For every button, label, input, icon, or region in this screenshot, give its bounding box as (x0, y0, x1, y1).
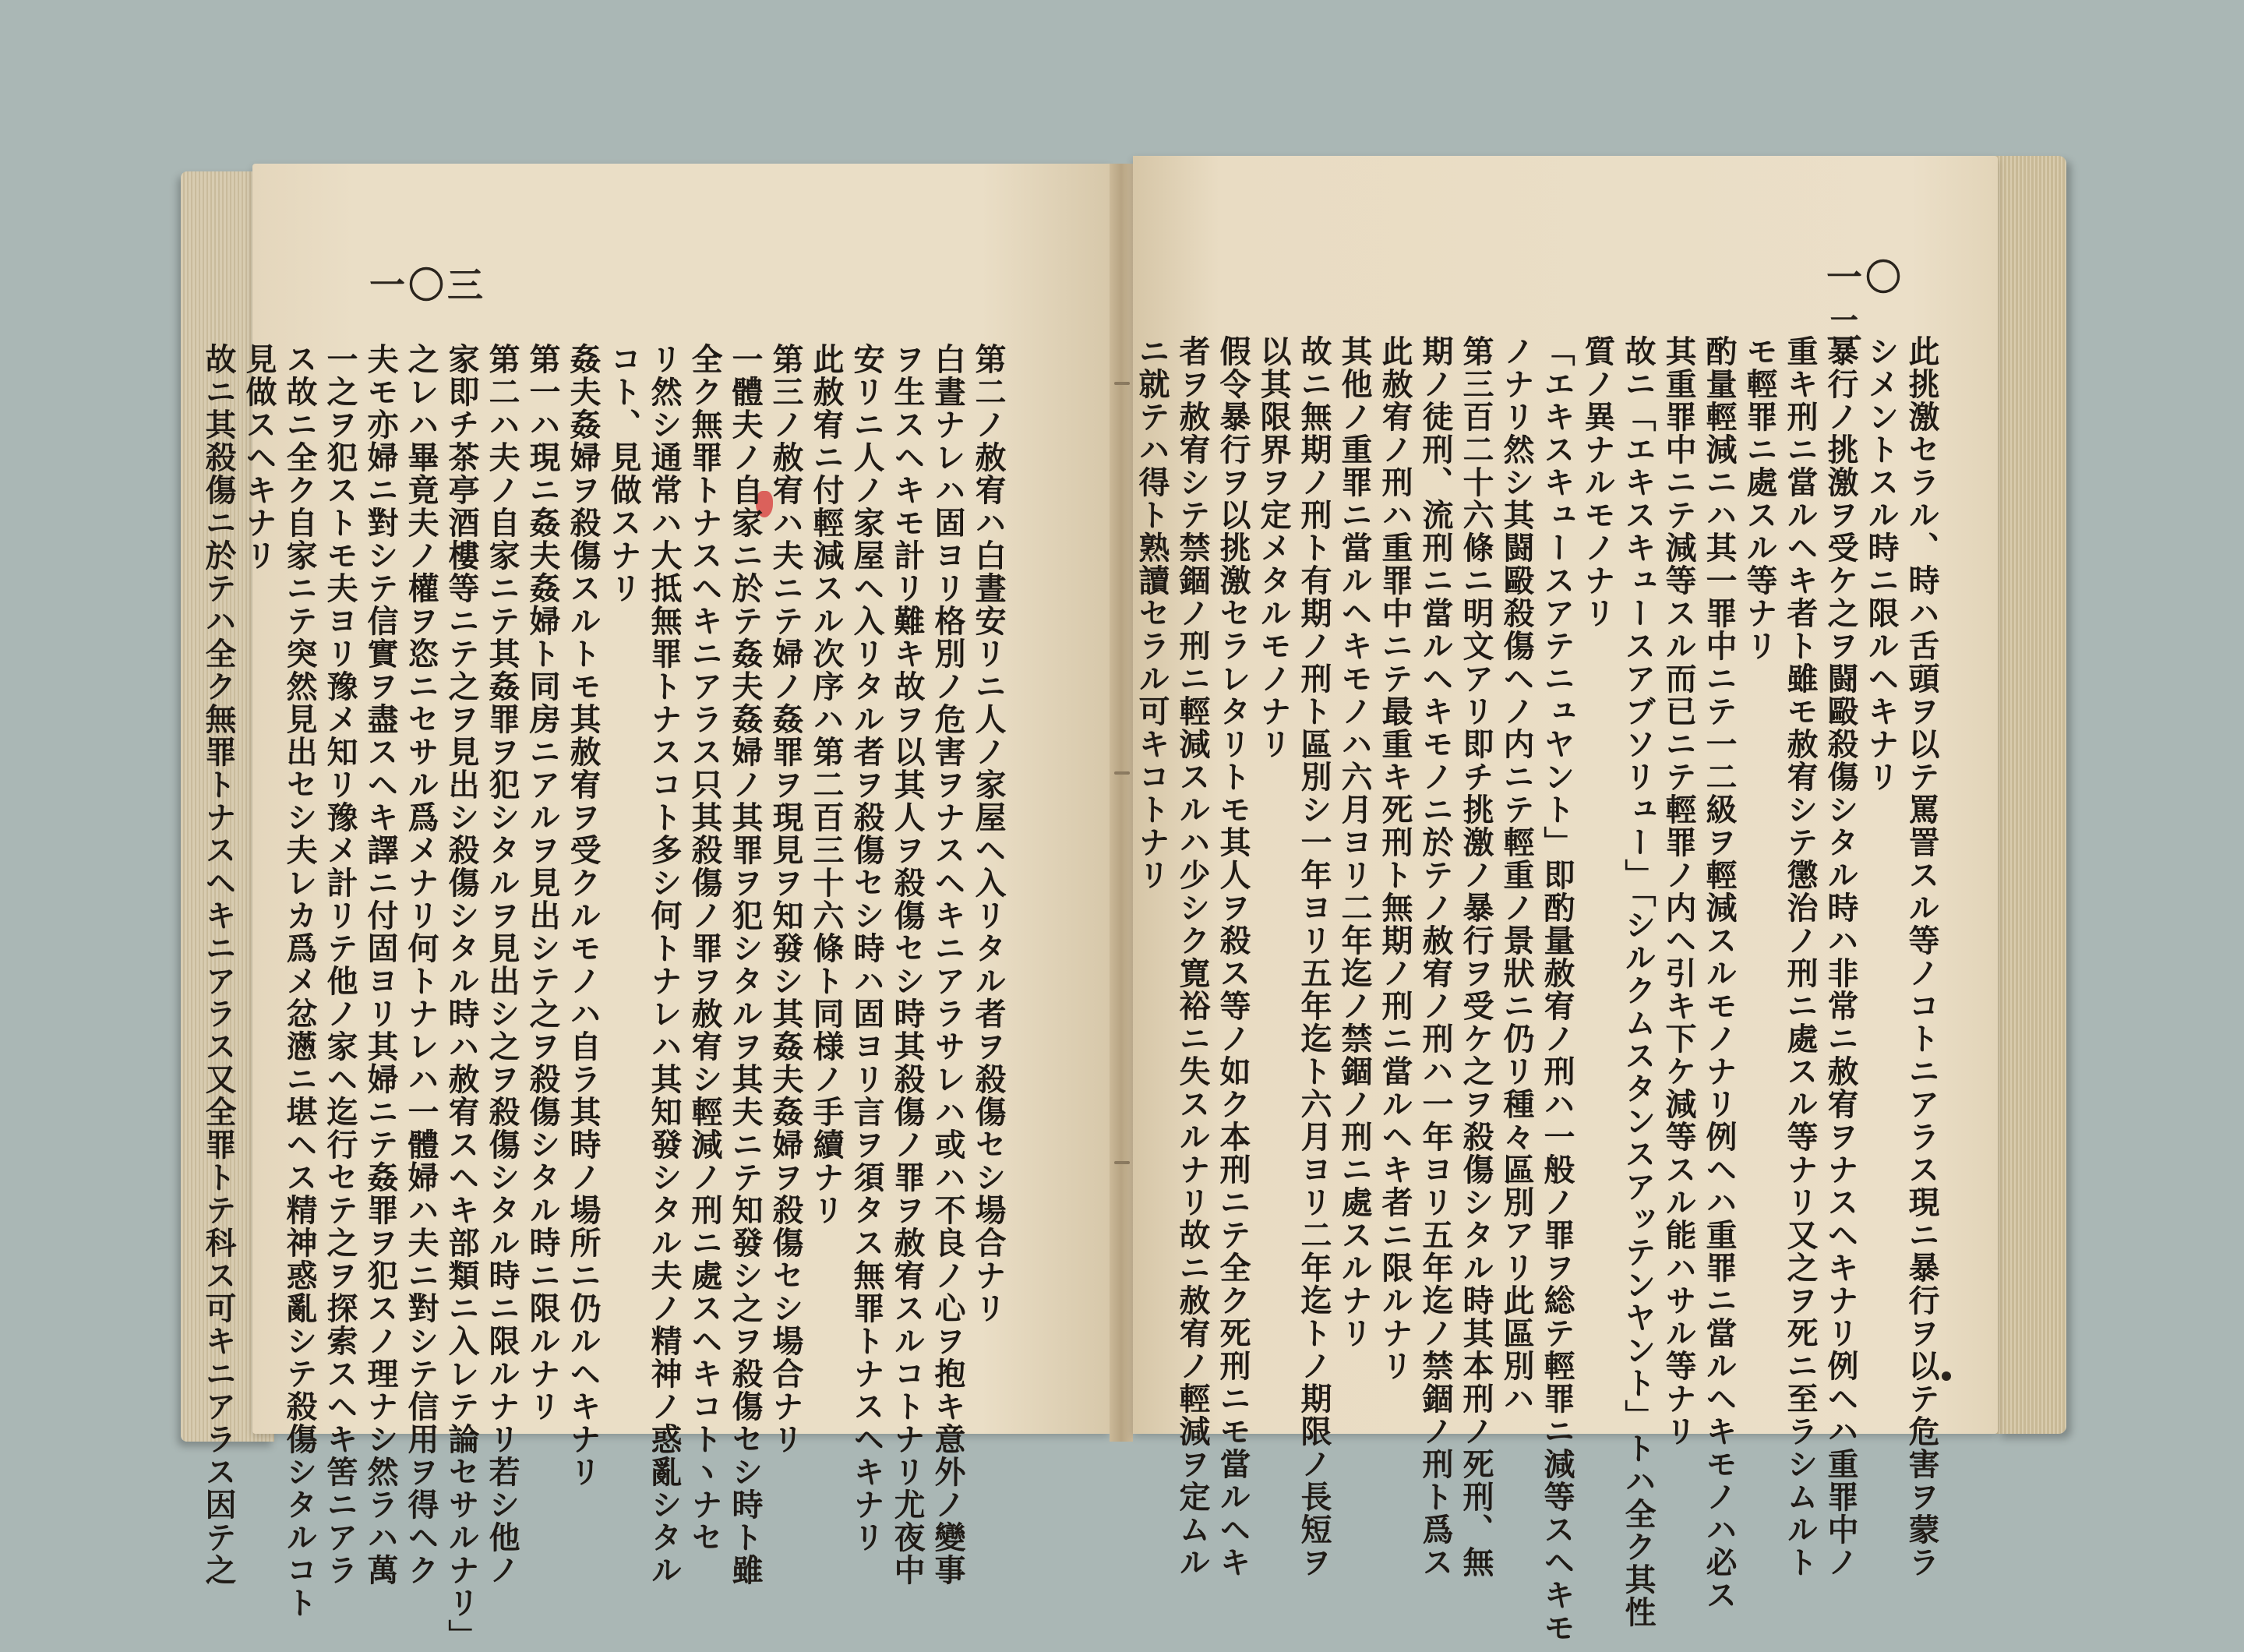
text-line: 重キ刑ニ當ルヘキ者ト雖モ赦宥シテ懲治ノ刑ニ處スル等ナリ又之ヲ死ニ至ラシムルト (1782, 335, 1819, 1579)
text-line: 者ヲ赦宥シテ禁錮ノ刑ニ輕減スルハ少シク寛裕ニ失スルナリ故ニ赦宥ノ輕減ヲ定ムル (1174, 335, 1211, 1579)
text-line: 質ノ異ナルモノナリ (1579, 335, 1616, 630)
text-line: 第二ハ夫ノ自家ニテ其姦罪ヲ犯シタルヲ見出シ之ヲ殺傷シタル時ニ限ルナリ若シ他ノ (484, 343, 520, 1587)
page-edges-right (1996, 156, 2066, 1434)
text-line: 酌量輕減ニハ其一罪中ニテ一二級ヲ輕減スルモノナリ例ヘハ重罪ニ當ルヘキモノハ必ス (1701, 335, 1738, 1611)
right-page-body (1131, 335, 1942, 1644)
text-line: 一體夫ノ自家ニ於テ姦夫姦婦ノ其罪ヲ犯シタルヲ其夫ニテ知發シ之ヲ殺傷セシ時ト雖 (727, 343, 764, 1587)
text-line: リ然シ通常ハ大抵無罪トナスコト多シ何トナレハ其知發シタル夫ノ精神ノ惑亂シタル (646, 343, 683, 1587)
text-line: 之レハ畢竟夫ノ權ヲ恣ニセサル爲メナリ何トナレハ一體婦ハ夫ニ對シテ信用ヲ得ヘク (403, 343, 439, 1587)
left-page-body (198, 343, 1008, 1652)
text-line: モ輕罪ニ處スル等ナリ (1741, 335, 1778, 662)
text-line: 姦夫姦婦ヲ殺傷スルトモ其赦宥ヲ受クルモノハ自ラ其時ノ場所ニ仍ルヘキナリ (565, 343, 602, 1488)
text-line: 白晝ナレハ固ヨリ格別ノ危害ヲナスヘキニアラサレハ或ハ不良ノ心ヲ抱キ意外ノ變事 (930, 343, 966, 1587)
text-line: 第二ノ赦宥ハ白晝安リニ人ノ家屋ヘ入リタル者ヲ殺傷セシ場合ナリ (970, 343, 1007, 1325)
text-line: 假令暴行ヲ以挑激セラレタリトモ其人ヲ殺ス等ノ如ク本刑ニテ全ク死刑ニモ當ルヘキ (1215, 335, 1251, 1579)
text-line: 「エキスキュースアテニュヤント」即酌量赦宥ノ刑ハ一般ノ罪ヲ総テ輕罪ニ減等スヘキモ (1539, 335, 1575, 1644)
right-page-number: 一〇二 (1826, 256, 1904, 350)
text-line: ス故ニ全ク自家ニテ突然見出セシ夫レカ爲メ忿懣ニ堪ヘス精神惑亂シテ殺傷シタルコト (281, 343, 318, 1619)
right-page (1133, 156, 1998, 1644)
binding-stitch (1114, 1161, 1130, 1164)
open-book (181, 148, 2066, 1652)
text-line: 安リニ人ノ家屋ヘ入リタル者ヲ殺傷セシ時ハ固ヨリ言ヲ須タス無罪トナスヘキナリ (849, 343, 885, 1554)
text-line: 故ニ「エキスキュースアブソリュー」「シルクムスタンスアッテンヤント」トハ全ク其性 (1620, 335, 1657, 1629)
binding-stitch (1114, 382, 1130, 385)
text-line: 家即チ茶亭酒樓等ニテ之ヲ見出シ殺傷シタル時ハ赦宥スヘキ部類ニ入レテ論セサルナリ」 (443, 343, 480, 1652)
text-line: ノナリ然シ其闘毆殺傷ヘノ内ニテ輕重ノ景狀ニ仍リ種々區別アリ此區別ハ (1498, 335, 1535, 1415)
left-page (200, 164, 1110, 1652)
text-line: 第三ノ赦宥ハ夫ニテ婦ノ姦罪ヲ現見ヲ知發シ其姦夫姦婦ヲ殺傷セシ場合ナリ (767, 343, 804, 1456)
text-line: 此挑激セラル、時ハ舌頭ヲ以テ罵詈スル等ノコトニアラス現ニ暴行ヲ以テ危害ヲ蒙ラ (1904, 335, 1940, 1579)
text-line: 故ニ其殺傷ニ於テハ全ク無罪トナスヘキニアラス又全罪トテ科ス可キニアラス因テ之 (200, 343, 237, 1587)
text-line: 全ク無罪トナスヘキニアラス只其殺傷ノ罪ヲ赦宥シ輕減ノ刑ニ處スヘキコトヽナセ (686, 343, 723, 1554)
text-line: 故ニ無期ノ刑ト有期ノ刑ト區別シ一年ヨリ五年迄ト六月ヨリ二年迄トノ期限ノ長短ヲ (1296, 335, 1332, 1579)
text-line: 見做スヘキナリ (241, 343, 277, 572)
text-line: 其他ノ重罪ニ當ルヘキモノハ六月ヨリ二年迄ノ禁錮ノ刑ニ處スルナリ (1336, 335, 1373, 1350)
text-line: シメントスル時ニ限ルヘキナリ (1863, 335, 1900, 793)
text-line: 一之ヲ犯ストモ夫ヨリ豫メ知リ豫メ計リテ他ノ家ヘ迄行セテ之ヲ探索スヘキ筈ニアラ (322, 343, 358, 1587)
text-line: 第一ハ現ニ姦夫姦婦ト同房ニアルヲ見出シテ之ヲ殺傷シタル時ニ限ルナリ (524, 343, 561, 1423)
text-line: 暴行ノ挑激ヲ受ケ之ヲ闘毆殺傷シタル時ハ非常ニ赦宥ヲナスヘキナリ例ヘハ重罪中ノ (1822, 335, 1859, 1579)
text-line: 第三百二十六條ニ明文アリ即チ挑激ノ暴行ヲ受ケ之ヲ殺傷シタル時其本刑ノ死刑、無 (1458, 335, 1494, 1579)
text-line: コト、見做スナリ (605, 343, 642, 605)
text-line: 其重罪中ニテ減等スル而已ニテ輕罪ノ内ヘ引キ下ケ減等スル能ハサル等ナリ (1660, 335, 1697, 1448)
book-gutter (1110, 164, 1133, 1442)
text-line: 此赦宥ニ付輕減スル次序ハ第二百三十六條ト同様ノ手續ナリ (808, 343, 845, 1227)
text-line: 夫モ亦婦ニ對シテ信實ヲ盡スヘキ譯ニ付固ヨリ其婦ニテ姦罪ヲ犯スノ理ナシ然ラハ萬 (362, 343, 399, 1587)
ink-dot (1942, 1371, 1951, 1381)
left-page-number: 一〇三 (369, 264, 486, 306)
binding-stitch (1114, 771, 1130, 775)
text-line: 以其限界ヲ定メタルモノナリ (1255, 335, 1292, 761)
text-line: ヲ生スヘキモ計リ難キ故ヲ以其人ヲ殺傷セシ時其殺傷ノ罪ヲ赦宥スルコトナリ尤夜中 (889, 343, 926, 1587)
text-line: 此赦宥ノ刑ハ重罪中ニテ最重キ死刑ト無期ノ刑ニ當ルヘキ者ニ限ルナリ (1377, 335, 1413, 1382)
text-line: 期ノ徒刑、流刑ニ當ルヘキモノニ於テノ赦宥ノ刑ハ一年ヨリ五年迄ノ禁錮ノ刑ト爲ス (1417, 335, 1454, 1579)
text-line: ニ就テハ得ト熟讀セラル可キコトナリ (1134, 335, 1170, 891)
